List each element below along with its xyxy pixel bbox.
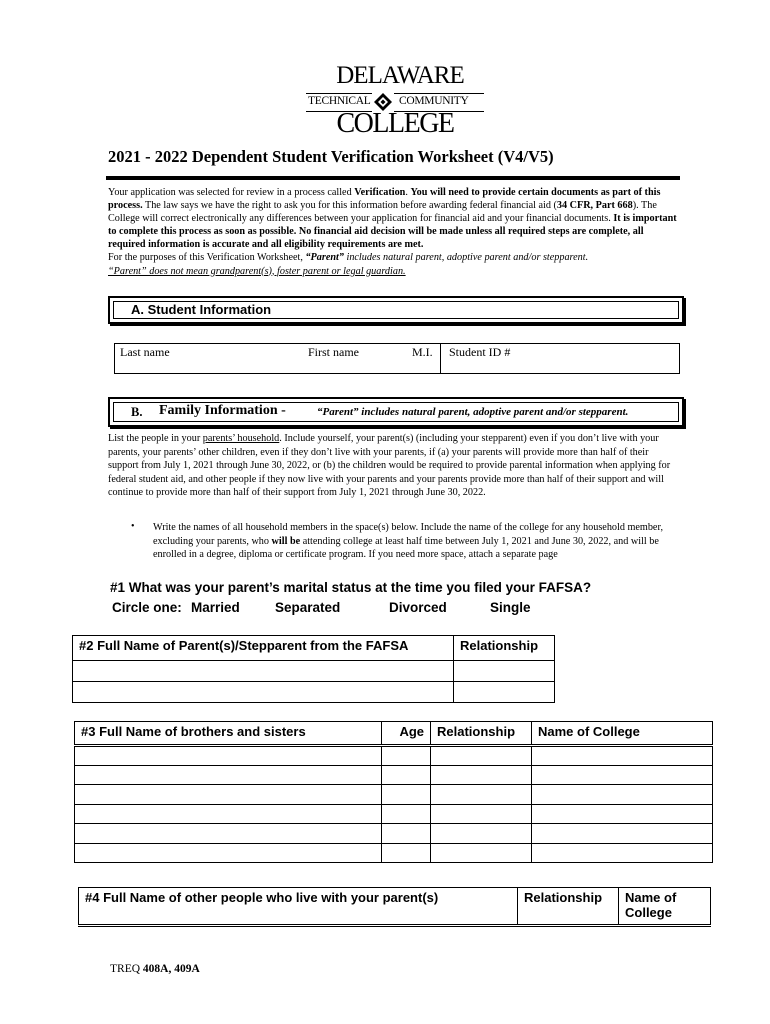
mi-label: M.I. [412,345,433,359]
parents-relationship-header: Relationship [454,636,555,661]
student-info-field[interactable] [114,343,680,374]
table-row [75,843,713,863]
circle-one-label: Circle one: [112,600,182,615]
household-instructions: List the people in your parents’ household. Include yourself, your parent(s) (including your stepparent) even if you don’t live with your parents, your parents’ other children, even if they don’t live with your parents, if (a) your parents will provide more than half of their support from July 1, 2021 through June 30, 2022, or (b) the children would be required to provide parental information when applying for federal student aid, and other people if they now live with your parents and your parents provide more than half of their support and will continue to provide more than half of their support from July 1, 2021 through June 30, 2022. [108,433,671,499]
last-name-label: Last name [120,345,170,359]
parents-table [72,635,555,703]
table-cell[interactable] [382,746,431,766]
table-row [75,746,713,766]
table-cell[interactable] [75,843,382,863]
table-row [75,785,713,805]
siblings-relationship-header: Relationship [431,722,532,746]
table-cell[interactable] [382,843,431,863]
table-cell[interactable] [532,824,713,844]
table-cell[interactable] [75,804,382,824]
option-separated[interactable]: Separated [275,600,341,615]
table-row [73,682,555,703]
form-code: TREQ 408A, 409A [110,963,200,975]
marital-status-question: #1 What was your parent’s marital status at the time you filed your FAFSA? [110,580,592,595]
table-cell[interactable] [532,746,713,766]
bullet-instructions: Write the names of all household members in the space(s) below. Include the name of the college for any household member, excluding your parents, who will be attending college at least half time between July 1, 2021 and June 30, 2022, and will be enrolled in a degree, diploma or certificate program. If you need more space, attach a separate page [153,522,663,561]
section-b-title: Family Information - [159,403,286,418]
table-cell[interactable] [431,765,532,785]
table-cell[interactable] [532,765,713,785]
table-cell[interactable] [454,682,555,703]
siblings-age-header: Age [382,722,431,746]
option-single[interactable]: Single [490,600,531,615]
intro-paragraph: Your application was selected for review in a process called Verification. You will need to provide certain documents as part of this process. The law says we have the right to ask you for this information before awarding federal financial aid (34 CFR, Part 668). The College will correct electronically any differences between your application for financial aid and your financial documents. It is important to complete this process as soon as possible. No financial aid decision will be made unless all required steps are complete, all required information is accurate and all eligibility requirements are met. For the purposes of this Verification Worksheet, “Parent” includes natural parent, adoptive parent and/or stepparent. “Parent” does not mean grandparent(s), foster parent or legal guardian. [108,187,677,277]
logo-delaware: DELAWARE [336,62,464,89]
table-cell[interactable] [382,785,431,805]
bullet-icon: • [131,521,135,532]
parents-name-header: #2 Full Name of Parent(s)/Stepparent from the FAFSA [73,636,454,661]
siblings-college-header: Name of College [532,722,713,746]
table-cell[interactable] [382,765,431,785]
siblings-name-header: #3 Full Name of brothers and sisters [75,722,382,746]
marital-status-options [112,600,531,615]
table-cell[interactable] [431,824,532,844]
others-relationship-header: Relationship [518,888,619,926]
table-cell[interactable] [75,824,382,844]
table-cell[interactable] [73,682,454,703]
logo-college: COLLEGE [336,108,454,139]
table-cell[interactable] [75,746,382,766]
logo-community: COMMUNITY [399,95,469,107]
table-cell[interactable] [75,765,382,785]
logo-technical: TECHNICAL [308,95,371,107]
section-a-title: A. Student Information [131,302,272,317]
table-cell[interactable] [382,804,431,824]
table-cell[interactable] [431,746,532,766]
option-married[interactable]: Married [191,600,240,615]
college-logo [300,62,490,142]
table-row [75,804,713,824]
field-divider [440,343,441,374]
table-cell[interactable] [532,843,713,863]
other-household-table [78,887,711,927]
table-row [75,824,713,844]
table-cell[interactable] [431,804,532,824]
table-cell[interactable] [75,785,382,805]
siblings-table [74,721,713,863]
others-name-header: #4 Full Name of other people who live with your parent(s) [79,888,518,926]
table-cell[interactable] [73,661,454,682]
table-cell[interactable] [431,785,532,805]
option-divorced[interactable]: Divorced [389,600,447,615]
table-cell[interactable] [532,804,713,824]
title-rule [106,176,680,180]
table-cell[interactable] [454,661,555,682]
table-row [73,661,555,682]
table-cell[interactable] [382,824,431,844]
first-name-label: First name [308,345,359,359]
page-title: 2021 - 2022 Dependent Student Verification Worksheet (V4/V5) [108,147,554,166]
table-cell[interactable] [431,843,532,863]
section-b-note: “Parent” includes natural parent, adoptive parent and/or stepparent. [317,406,629,418]
student-id-label: Student ID # [449,345,511,359]
section-b-letter: B. [131,405,143,419]
table-row [75,765,713,785]
table-cell[interactable] [532,785,713,805]
others-college-header: Name of College [619,888,711,926]
